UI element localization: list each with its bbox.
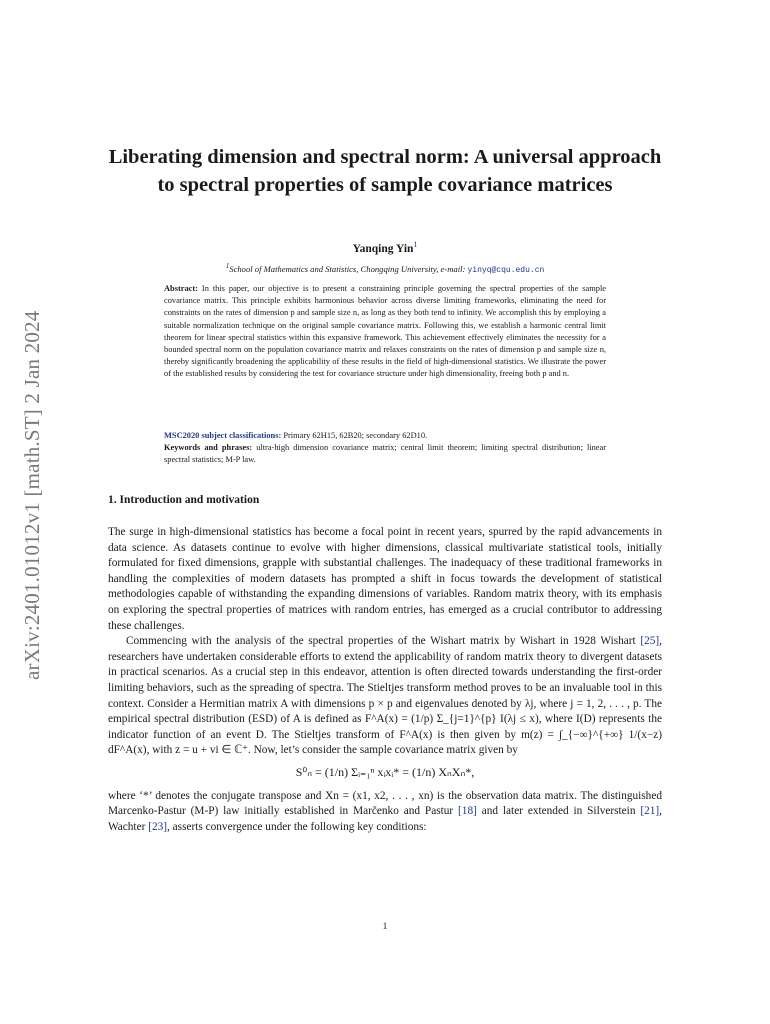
paragraph-2-text-b: , researchers have undertaken considerable efforts to extend the applicability of random matrix theory to divergent datasets in practical scenarios. As a crucial step in this endeavor, attention is often directed towards understanding the first-order limiting behaviors, such as the spreading of spectra. The Stieltjes transform method proves to be an invaluable tool in this context. Consider a Hermitian matrix A with dimensions p × p and eigenvalues denoted by λj, where j = 1, 2, . . . , p. The empirical spectral distribution (ESD) of A is defined as F^A(x) = (1/p) Σ_{j=1}^{p} I(λj ≤ x), where I(D) represents the indicator function of an event D. The Stieltjes transform of F^A(x) is then given by m(z) = ∫_{−∞}^{+∞} 1/(x−z) dF^A(x), with z = u + vi ∈ ℂ⁺. Now, let’s consider the sample covariance matrix given by (108, 635, 662, 757)
paragraph-1: The surge in high-dimensional statistics has become a focal point in recent years, spurred by the rapid advancements in data science. As datasets continue to evolve with higher dimensions, classical multivariate statistical tools, initially formulated for fixed dimensions, grapple with substantial challenges. The inadequacy of these traditional frameworks in handling the complexities of modern datasets has prompted a shift in focus towards the development of statistical methodologies capable of withstanding the expanding dimensions of variables. Random matrix theory, with its emphasis on exploring the spectral properties of matrices with random entries, has emerged as a crucial contributor to addressing these challenges. (108, 526, 662, 632)
keywords (164, 442, 606, 466)
paragraph-3-text-d: , asserts convergence under the following key conditions: (167, 820, 427, 833)
abstract-label: Abstract: (164, 284, 198, 293)
citation-21[interactable]: [21] (640, 805, 660, 818)
page-number: 1 (382, 922, 388, 932)
affiliation-text: School of Mathematics and Statistics, Chongqing University, e-mail: (229, 263, 468, 274)
citation-25[interactable]: [25] (640, 635, 660, 648)
msc-label[interactable]: MSC2020 subject classifications: (164, 431, 282, 440)
keywords-label: Keywords and phrases: (164, 443, 253, 453)
citation-23[interactable]: [23] (148, 820, 168, 833)
abstract (164, 283, 606, 381)
author-name: Yanqing Yin (352, 242, 414, 255)
paragraph-2 (108, 634, 662, 759)
msc-classification (164, 430, 606, 442)
paragraph-3-text-c: , Wachter (108, 805, 662, 833)
paper-title: Liberating dimension and spectral norm: A universal approach to spectral properties of sample covariance matrices (108, 146, 662, 196)
paragraph-3 (108, 789, 662, 836)
msc-codes: Primary 62H15, 62B20; secondary 62D10. (283, 431, 428, 440)
abstract-text: In this paper, our objective is to present a constraining principle governing the spectral properties of the sample covariance matrix. This principle exhibits harmonious behavior across diverse limiting frameworks, eliminating the need for constraints on the rates of dimension p and sample size n, as long as they both tend to infinity. We accomplish this by employing a suitable normalization technique on the original sample covariance matrix. Following this, we establish a harmonic central limit theorem for linear spectral statistics within this expansive framework. This achievement effectively eliminates the necessity for a bounded spectral norm on the population covariance matrix and relaxes constraints on the rates of dimension p and sample size n, thereby significantly broadening the applicability of these results in the field of high-dimensional statistics. We illustrate the power of the established results by considering the test for covariance structure under high dimensionality, freeing both p and n. (164, 284, 606, 379)
paragraph-3-text-b: and later extended in Silverstein (476, 805, 641, 818)
affiliation (108, 262, 662, 275)
citation-18[interactable]: [18] (458, 805, 477, 818)
paragraph-3-text-a: where ‘*’ denotes the conjugate transpose and Xn = (x1, x2, . . . , xn) is the observation data matrix. The distinguished Marcenko-Pastur (M-P) law initially established in Marčenko and Pastur (108, 789, 662, 818)
author-line (108, 240, 662, 255)
body-text (108, 525, 662, 835)
section-heading: 1. Introduction and motivation (108, 494, 260, 506)
author-affiliation-mark[interactable]: 1 (413, 240, 418, 249)
arxiv-identifier-stamp: arXiv:2401.01012v1 [math.ST] 2 Jan 2024 (20, 310, 44, 680)
affiliation-mark: 1 (225, 262, 230, 270)
paragraph-2-text-a: Commencing with the analysis of the spectral properties of the Wishart matrix by Wishart in 1928 Wishart (126, 635, 641, 648)
author-email-link[interactable]: yinyq@cqu.edu.cn (467, 265, 545, 275)
paper-metadata (164, 430, 606, 467)
keywords-text: ultra-high dimension covariance matrix; central limit theorem; limiting spectral distribution; linear spectral statistics; M-P law. (164, 443, 607, 465)
equation-sample-covariance: S⁰ₙ = (1/n) Σᵢ₌₁ⁿ xᵢxᵢ* = (1/n) XₙXₙ*, (295, 764, 475, 779)
